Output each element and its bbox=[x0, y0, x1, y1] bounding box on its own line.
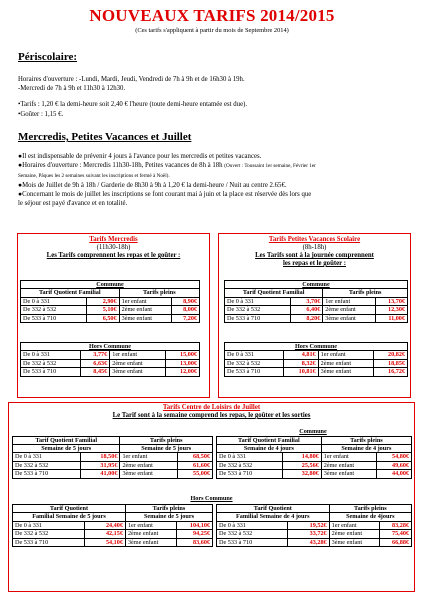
table-cell: 3ème enfant bbox=[321, 470, 377, 478]
table-row bbox=[13, 530, 213, 538]
table-header-cell: Tarif Quotient Familial bbox=[21, 289, 120, 297]
table-cell: De 0 à 331 bbox=[21, 297, 87, 305]
table-cell: 2ème enfant bbox=[120, 461, 177, 469]
table-header-row bbox=[21, 289, 200, 297]
table-cell: 2ème enfant bbox=[329, 530, 380, 538]
table-cell: 94,25€ bbox=[176, 530, 212, 538]
tarifs-juillet-title: Tarifs Centre de Loisirs de Juillet bbox=[162, 404, 261, 411]
table-cell: 8,45€ bbox=[80, 368, 110, 376]
table-cell: 3ème enfant bbox=[110, 368, 165, 376]
table-header-row bbox=[217, 513, 412, 521]
table-cell: 2ème enfant bbox=[110, 359, 165, 367]
juillet-hors-label: Hors Commune bbox=[190, 495, 233, 502]
table-row bbox=[217, 461, 412, 469]
periscolaire-line-3: •Tarifs : 1,20 € la demi-heure soit 2,40 € l'heure (toute demi-heure entamée est due). bbox=[18, 101, 248, 108]
table-header-row bbox=[21, 281, 200, 289]
table-cell: 2ème enfant bbox=[119, 306, 171, 314]
mercredis-heading: Mercredis, Petites Vacances et Juillet bbox=[18, 131, 192, 143]
table-label: Commune bbox=[225, 281, 408, 289]
periscolaire-line-2: -Mercredi de 7h à 9h et 11h30 à 12h30. bbox=[18, 85, 126, 92]
table-cell: 1er enfant bbox=[323, 297, 375, 305]
tarifs-vacances-hours: (8h-18h) bbox=[302, 244, 327, 251]
table-row bbox=[217, 538, 412, 546]
table-header-row bbox=[13, 436, 213, 444]
table-cell: De 533 à 710 bbox=[217, 470, 283, 478]
table-header-cell: Tarifs pleins bbox=[125, 505, 212, 513]
table-cell: 66,88€ bbox=[380, 538, 412, 546]
page-title: NOUVEAUX TARIFS 2014/2015 bbox=[89, 6, 335, 25]
table-cell: 6,40€ bbox=[290, 306, 323, 314]
table-header-cell: Semaine de 4 jours bbox=[217, 444, 322, 452]
table-cell: 54,10€ bbox=[84, 538, 125, 546]
table-cell: 104,10€ bbox=[176, 521, 212, 529]
table-cell: 1er enfant bbox=[119, 297, 171, 305]
table-cell: 15,00€ bbox=[165, 351, 199, 359]
table-row bbox=[13, 470, 213, 478]
tarifs-vacances-title: Tarifs Petites Vacances Scolaire bbox=[268, 236, 361, 243]
table-header-cell: Tarifs pleins bbox=[120, 436, 213, 444]
table-cell: 68,50€ bbox=[177, 453, 213, 461]
table-header-cell: Tarifs pleins bbox=[119, 289, 199, 297]
table-cell: 2,90€ bbox=[86, 297, 119, 305]
table-row bbox=[21, 306, 200, 314]
table-cell: 3ème enfant bbox=[125, 538, 176, 546]
table-header-cell: Semaine de 5 jours bbox=[13, 444, 120, 452]
table-cell: 8,90€ bbox=[171, 297, 199, 305]
table-cell: 3ème enfant bbox=[119, 314, 171, 322]
table-cell: De 332 à 532 bbox=[225, 306, 291, 314]
table-cell: (Ouvert : Toussaint 1er semaine, Février 1er bbox=[224, 163, 316, 169]
juillet-commune-4j-table bbox=[216, 428, 412, 479]
table-cell: 18,85€ bbox=[373, 359, 407, 367]
table-header-cell: Tarif Quotient Familial bbox=[13, 436, 120, 444]
table-cell: 16,72€ bbox=[373, 368, 407, 376]
table-cell: 3ème enfant bbox=[323, 314, 375, 322]
table-row bbox=[225, 306, 408, 314]
table-cell: 44,00€ bbox=[377, 470, 412, 478]
table-header-cell: Semaine de 4jours bbox=[329, 513, 411, 521]
table-cell: 41,00€ bbox=[81, 470, 120, 478]
table-header-cell: Tarif Quotient Familial bbox=[217, 436, 322, 444]
table-cell: 8,32€ bbox=[284, 359, 318, 367]
table-cell: De 0 à 331 bbox=[225, 351, 284, 359]
table-row bbox=[225, 351, 408, 359]
table-cell: 14,80€ bbox=[283, 453, 321, 461]
table-cell: De 0 à 331 bbox=[217, 453, 283, 461]
table-header-row bbox=[225, 281, 408, 289]
table-row bbox=[13, 538, 213, 546]
table-cell: 42,15€ bbox=[84, 530, 125, 538]
table-cell: De 332 à 532 bbox=[21, 306, 87, 314]
table-cell: De 533 à 710 bbox=[13, 538, 85, 546]
table-row bbox=[225, 297, 408, 305]
table-header-cell: Familial Semaine de 5 jours bbox=[13, 513, 126, 521]
table-header-row bbox=[225, 289, 408, 297]
table-row bbox=[21, 351, 200, 359]
mercredis-commune-table bbox=[20, 280, 200, 323]
table-row bbox=[21, 297, 200, 305]
table-row bbox=[217, 530, 412, 538]
table-cell: ●Horaires d'ouverture : Mercredis 11h30-18h, Petites vacances de 8h à 18h bbox=[18, 162, 223, 169]
table-cell: 83,28€ bbox=[380, 521, 412, 529]
table-cell: 75,40€ bbox=[380, 530, 412, 538]
table-cell: De 0 à 331 bbox=[13, 453, 81, 461]
table-cell: 3ème enfant bbox=[329, 538, 380, 546]
table-row bbox=[225, 314, 408, 322]
table-cell: De 332 à 532 bbox=[217, 461, 283, 469]
table-header-row bbox=[13, 444, 213, 452]
table-header-cell: Familial Semaine de 4 jours bbox=[217, 513, 330, 521]
table-cell: 83,60€ bbox=[176, 538, 212, 546]
juillet-commune-5j-table bbox=[12, 428, 213, 479]
table-cell: 10,81€ bbox=[284, 368, 318, 376]
table-cell: 6,50€ bbox=[86, 314, 119, 322]
mercredis-line-5: ●Concernant le mois de juillet les inscriptions se font courant mai à juin et la place est réservée dès lors que bbox=[18, 191, 312, 198]
table-cell: 3,77€ bbox=[80, 351, 110, 359]
table-cell: De 332 à 532 bbox=[217, 530, 288, 538]
table-header-row bbox=[13, 505, 213, 513]
table-header-row bbox=[13, 428, 213, 436]
tarifs-juillet-note: Le Tarif sont à la semaine comprend les repas, le goûter et les sorties bbox=[112, 412, 311, 419]
table-cell: De 0 à 331 bbox=[13, 521, 85, 529]
table-cell: 1er enfant bbox=[125, 521, 176, 529]
table-header-cell: Tarif Quotient Familial bbox=[225, 289, 323, 297]
table-cell: 55,00€ bbox=[177, 470, 213, 478]
table-cell: 1er enfant bbox=[110, 351, 165, 359]
table-header-cell: Tarifs pleins bbox=[321, 436, 411, 444]
table-cell: 2ème enfant bbox=[125, 530, 176, 538]
table-row bbox=[21, 368, 200, 376]
table-cell: 7,20€ bbox=[171, 314, 199, 322]
table-row bbox=[13, 521, 213, 529]
table-header-cell: Semaine de 5 jours bbox=[125, 513, 212, 521]
tarifs-mercredis-note: Les Tarifs comprennent les repas et le goûter : bbox=[46, 252, 181, 259]
table-header-row bbox=[217, 428, 412, 436]
table-cell: De 533 à 710 bbox=[225, 314, 291, 322]
table-cell: De 0 à 331 bbox=[225, 297, 291, 305]
table-cell: 2ème enfant bbox=[323, 306, 375, 314]
juillet-hors-4j-table bbox=[216, 504, 412, 547]
table-header-row bbox=[225, 343, 408, 351]
table-cell: 61,60€ bbox=[177, 461, 213, 469]
table-row bbox=[13, 461, 213, 469]
table-header-cell: Tarif Quotient bbox=[217, 505, 330, 513]
table-header-cell: Tarif Quotient bbox=[13, 505, 126, 513]
table-cell: 5,10€ bbox=[86, 306, 119, 314]
table-cell: 2ème enfant bbox=[321, 461, 377, 469]
table-cell: 12,30€ bbox=[375, 306, 407, 314]
table-cell: De 533 à 710 bbox=[21, 368, 81, 376]
table-cell: De 533 à 710 bbox=[217, 538, 288, 546]
table-cell: 6,63€ bbox=[80, 359, 110, 367]
table-label: Hors Commune bbox=[21, 343, 200, 351]
table-cell: 4,81€ bbox=[284, 351, 318, 359]
table-cell: 49,60€ bbox=[377, 461, 412, 469]
mercredis-line-4: ●Mois de Juillet de 9h à 18h / Garderie de 8h30 à 9h à 1,20 € la demi-heure / Nuit au centre 2.65€. bbox=[18, 182, 287, 189]
vacances-hors-table bbox=[224, 342, 408, 377]
juillet-commune-label: Commune bbox=[299, 428, 327, 435]
table-header-row bbox=[217, 436, 412, 444]
table-cell: 20,82€ bbox=[373, 351, 407, 359]
periscolaire-line-1: Horaires d'ouverture : -Lundi, Mardi, Jeudi, Vendredi de 7h à 9h et de 16h30 à 19h. bbox=[18, 76, 245, 83]
table-header-row bbox=[217, 444, 412, 452]
table-cell: 2ème enfant bbox=[318, 359, 373, 367]
mercredis-line-2 bbox=[18, 162, 316, 170]
table-cell: De 332 à 532 bbox=[21, 359, 81, 367]
table-cell: 1er enfant bbox=[318, 351, 373, 359]
table-header-cell: Tarifs pleins bbox=[329, 505, 411, 513]
periscolaire-heading: Périscolaire: bbox=[18, 51, 78, 63]
table-header-row bbox=[21, 343, 200, 351]
table-cell: 3,70€ bbox=[290, 297, 323, 305]
table-cell: 8,00€ bbox=[171, 306, 199, 314]
table-cell: 1er enfant bbox=[329, 521, 380, 529]
table-cell: De 533 à 710 bbox=[225, 368, 284, 376]
mercredis-line-1: ●Il est indispensable de prévenir 4 jours à l'avance pour les mercredis et petites vacances. bbox=[18, 153, 262, 160]
tarifs-vacances-note-1: Les Tarifs sont à la journée comprennent bbox=[255, 252, 374, 259]
table-row bbox=[21, 314, 200, 322]
table-header-row bbox=[217, 505, 412, 513]
table-cell: 13,70€ bbox=[375, 297, 407, 305]
table-cell: De 533 à 710 bbox=[13, 470, 81, 478]
table-label: Commune bbox=[21, 281, 200, 289]
table-header-cell: Semaine de 4 jours bbox=[321, 444, 411, 452]
mercredis-line-3: Semaine, Pâques les 2 semaines suivant les inscriptions et fermé à Noël). bbox=[18, 173, 170, 179]
table-cell: 31,95€ bbox=[81, 461, 120, 469]
table-cell: 19,52€ bbox=[288, 521, 329, 529]
table-cell: 12,00€ bbox=[165, 368, 199, 376]
table-row bbox=[217, 453, 412, 461]
table-cell: 32,80€ bbox=[283, 470, 321, 478]
tarifs-mercredis-hours: (11h30-18h) bbox=[96, 244, 131, 251]
tarifs-mercredis-title: Tarifs Mercredis bbox=[89, 236, 138, 243]
table-cell: De 533 à 710 bbox=[21, 314, 87, 322]
table-cell: De 0 à 331 bbox=[217, 521, 288, 529]
table-cell: 18,50€ bbox=[81, 453, 120, 461]
table-cell: 3ème enfant bbox=[318, 368, 373, 376]
table-row bbox=[225, 359, 408, 367]
tarifs-vacances-note-2: les repas et le goûter : bbox=[283, 260, 346, 267]
table-row bbox=[225, 368, 408, 376]
table-cell: 43,28€ bbox=[288, 538, 329, 546]
table-header-cell: Tarifs pleins bbox=[323, 289, 408, 297]
table-row bbox=[217, 521, 412, 529]
table-cell: 25,56€ bbox=[283, 461, 321, 469]
table-cell: 33,72€ bbox=[288, 530, 329, 538]
table-row bbox=[217, 470, 412, 478]
table-cell: 1er enfant bbox=[321, 453, 377, 461]
table-cell: De 332 à 532 bbox=[13, 530, 85, 538]
table-row bbox=[21, 359, 200, 367]
mercredis-hors-table bbox=[20, 342, 200, 377]
mercredis-line-6: le séjour est payé d'avance et en totalité. bbox=[18, 200, 128, 207]
table-cell: 54,80€ bbox=[377, 453, 412, 461]
table-cell: 8,20€ bbox=[290, 314, 323, 322]
vacances-commune-table bbox=[224, 280, 408, 323]
table-cell: De 332 à 532 bbox=[225, 359, 284, 367]
table-cell: 3ème enfant bbox=[120, 470, 177, 478]
table-cell: 1er enfant bbox=[120, 453, 177, 461]
table-row bbox=[13, 453, 213, 461]
table-header-row bbox=[13, 513, 213, 521]
table-cell: 24,40€ bbox=[84, 521, 125, 529]
table-label: Hors Commune bbox=[225, 343, 408, 351]
table-cell: 11,00€ bbox=[375, 314, 407, 322]
table-cell: De 332 à 532 bbox=[13, 461, 81, 469]
periscolaire-line-4: •Goûter : 1,15 €. bbox=[18, 111, 64, 118]
juillet-hors-5j-table bbox=[12, 504, 213, 547]
table-cell: De 0 à 331 bbox=[21, 351, 81, 359]
table-header-cell: Semaine de 5 jours bbox=[120, 444, 213, 452]
page-subtitle: (Ces tarifs s'appliquent à partir du mois de Septembre 2014) bbox=[135, 27, 289, 34]
table-cell: 13,00€ bbox=[165, 359, 199, 367]
